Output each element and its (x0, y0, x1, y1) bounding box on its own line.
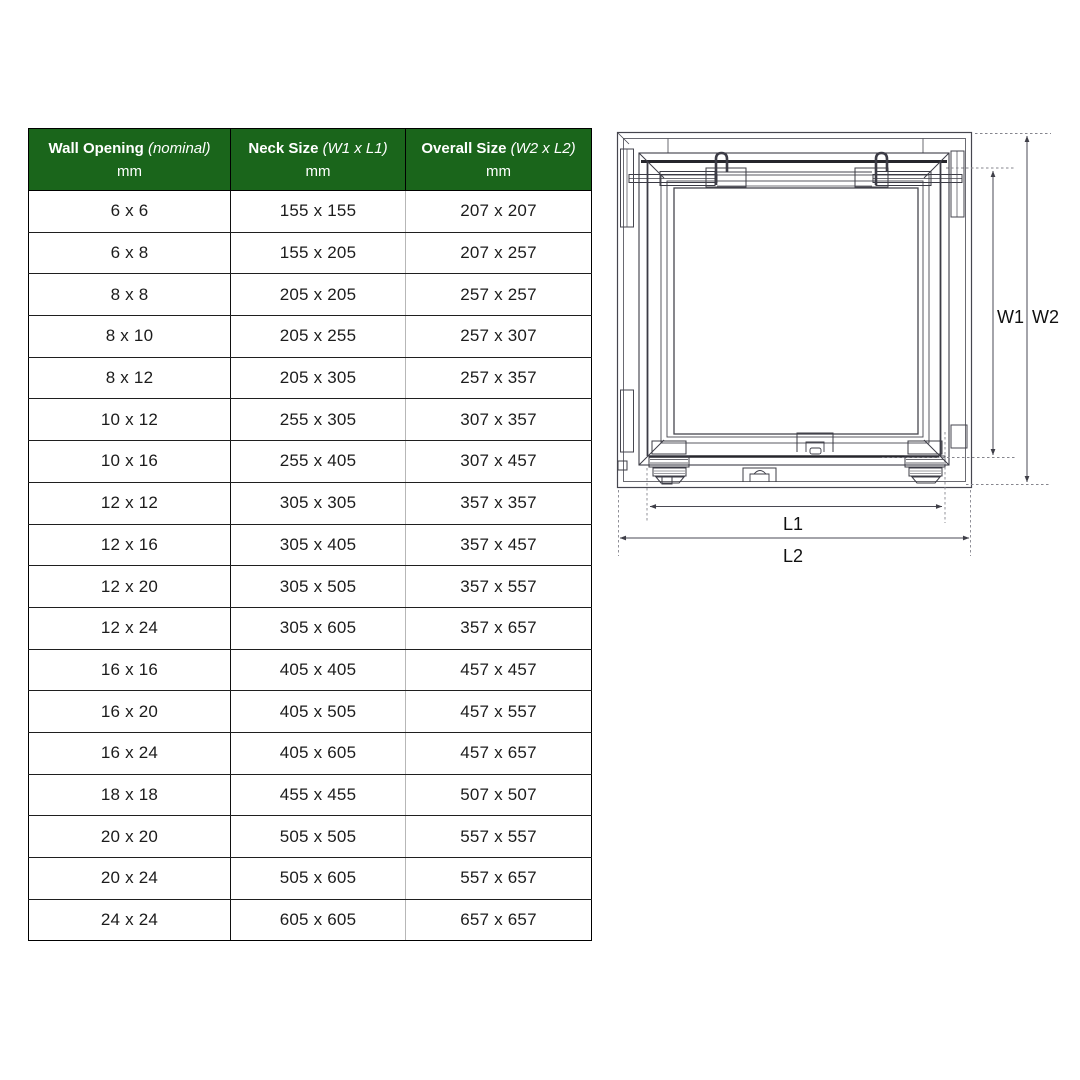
table-row (29, 441, 592, 483)
table-cell: 20 x 24 (29, 858, 231, 900)
table-cell: 18 x 18 (29, 774, 231, 816)
table-cell: 305 x 505 (231, 566, 406, 608)
table-cell: 357 x 557 (406, 566, 592, 608)
table-cell: 8 x 10 (29, 316, 231, 358)
table-cell: 16 x 24 (29, 732, 231, 774)
table-cell: 605 x 605 (231, 899, 406, 941)
table-cell: 16 x 20 (29, 691, 231, 733)
header-wall-opening (29, 129, 231, 191)
table-cell: 357 x 457 (406, 524, 592, 566)
table-cell: 457 x 557 (406, 691, 592, 733)
table-cell: 6 x 6 (29, 191, 231, 233)
table-cell: 257 x 357 (406, 357, 592, 399)
access-panel-diagram (600, 110, 1080, 580)
table-cell: 205 x 255 (231, 316, 406, 358)
hook-latch-right (876, 153, 887, 185)
table-cell: 205 x 205 (231, 274, 406, 316)
table-row (29, 858, 592, 900)
table-row (29, 607, 592, 649)
table-cell: 12 x 24 (29, 607, 231, 649)
table-cell: 305 x 605 (231, 607, 406, 649)
table-cell: 457 x 657 (406, 732, 592, 774)
table-row (29, 232, 592, 274)
header-neck-size-unit: mm (305, 162, 331, 180)
table-cell: 155 x 205 (231, 232, 406, 274)
table-row (29, 482, 592, 524)
table-cell: 257 x 257 (406, 274, 592, 316)
table-cell: 405 x 505 (231, 691, 406, 733)
table-cell: 657 x 657 (406, 899, 592, 941)
table-cell: 12 x 12 (29, 482, 231, 524)
table-cell: 505 x 605 (231, 858, 406, 900)
table-body (29, 191, 592, 941)
table-cell: 12 x 20 (29, 566, 231, 608)
table-row (29, 399, 592, 441)
table-row (29, 357, 592, 399)
table-cell: 305 x 305 (231, 482, 406, 524)
table-cell: 8 x 8 (29, 274, 231, 316)
table-cell: 16 x 16 (29, 649, 231, 691)
hinge-hardware (629, 153, 962, 187)
dimension-label-l1: L1 (782, 514, 804, 534)
table-row (29, 816, 592, 858)
size-table-header (29, 129, 592, 191)
header-overall-size-qualifier: (W2 x L2) (510, 139, 576, 157)
header-wall-opening-qualifier: (nominal) (147, 139, 211, 157)
table-row (29, 691, 592, 733)
header-overall-size (406, 129, 592, 191)
table-cell: 357 x 657 (406, 607, 592, 649)
table-cell: 557 x 657 (406, 858, 592, 900)
table-cell: 255 x 305 (231, 399, 406, 441)
header-overall-size-title: Overall Size (421, 139, 507, 157)
table-cell: 405 x 405 (231, 649, 406, 691)
table-cell: 24 x 24 (29, 899, 231, 941)
table-row (29, 899, 592, 941)
table-row (29, 274, 592, 316)
table-cell: 307 x 357 (406, 399, 592, 441)
table-cell: 405 x 605 (231, 732, 406, 774)
size-table (28, 128, 592, 941)
table-cell: 12 x 16 (29, 524, 231, 566)
table-row (29, 524, 592, 566)
table-cell: 507 x 507 (406, 774, 592, 816)
table-cell: 357 x 357 (406, 482, 592, 524)
table-cell: 255 x 405 (231, 441, 406, 483)
table-row (29, 191, 592, 233)
door-panel (661, 172, 929, 443)
dimension-lines (619, 134, 1060, 567)
table-cell: 257 x 307 (406, 316, 592, 358)
table-cell: 505 x 505 (231, 816, 406, 858)
table-row (29, 649, 592, 691)
table-cell: 205 x 305 (231, 357, 406, 399)
table-row (29, 732, 592, 774)
table-cell: 155 x 155 (231, 191, 406, 233)
header-neck-size-qualifier: (W1 x L1) (322, 139, 388, 157)
hook-latch-left (716, 153, 727, 185)
header-wall-opening-title: Wall Opening (48, 139, 144, 157)
dimension-label-w1: W1 (997, 307, 1024, 327)
extension-lines (619, 134, 1052, 557)
header-wall-opening-unit: mm (117, 162, 142, 180)
table-cell: 207 x 207 (406, 191, 592, 233)
table-cell: 305 x 405 (231, 524, 406, 566)
table-cell: 455 x 455 (231, 774, 406, 816)
header-neck-size (231, 129, 406, 191)
header-row (29, 129, 592, 191)
table-row (29, 566, 592, 608)
table-cell: 8 x 12 (29, 357, 231, 399)
table-cell: 457 x 457 (406, 649, 592, 691)
dimension-label-w2: W2 (1032, 307, 1059, 327)
table-cell: 6 x 8 (29, 232, 231, 274)
table-row (29, 316, 592, 358)
table-cell: 557 x 557 (406, 816, 592, 858)
dimension-label-l2: L2 (782, 546, 804, 566)
table-cell: 20 x 20 (29, 816, 231, 858)
table-cell: 307 x 457 (406, 441, 592, 483)
table-row (29, 774, 592, 816)
side-brackets (621, 149, 968, 452)
clips (618, 433, 833, 484)
header-neck-size-title: Neck Size (248, 139, 319, 157)
table-cell: 207 x 257 (406, 232, 592, 274)
header-overall-size-unit: mm (486, 162, 511, 180)
table-cell: 10 x 12 (29, 399, 231, 441)
table-cell: 10 x 16 (29, 441, 231, 483)
neck-frame (639, 153, 949, 465)
